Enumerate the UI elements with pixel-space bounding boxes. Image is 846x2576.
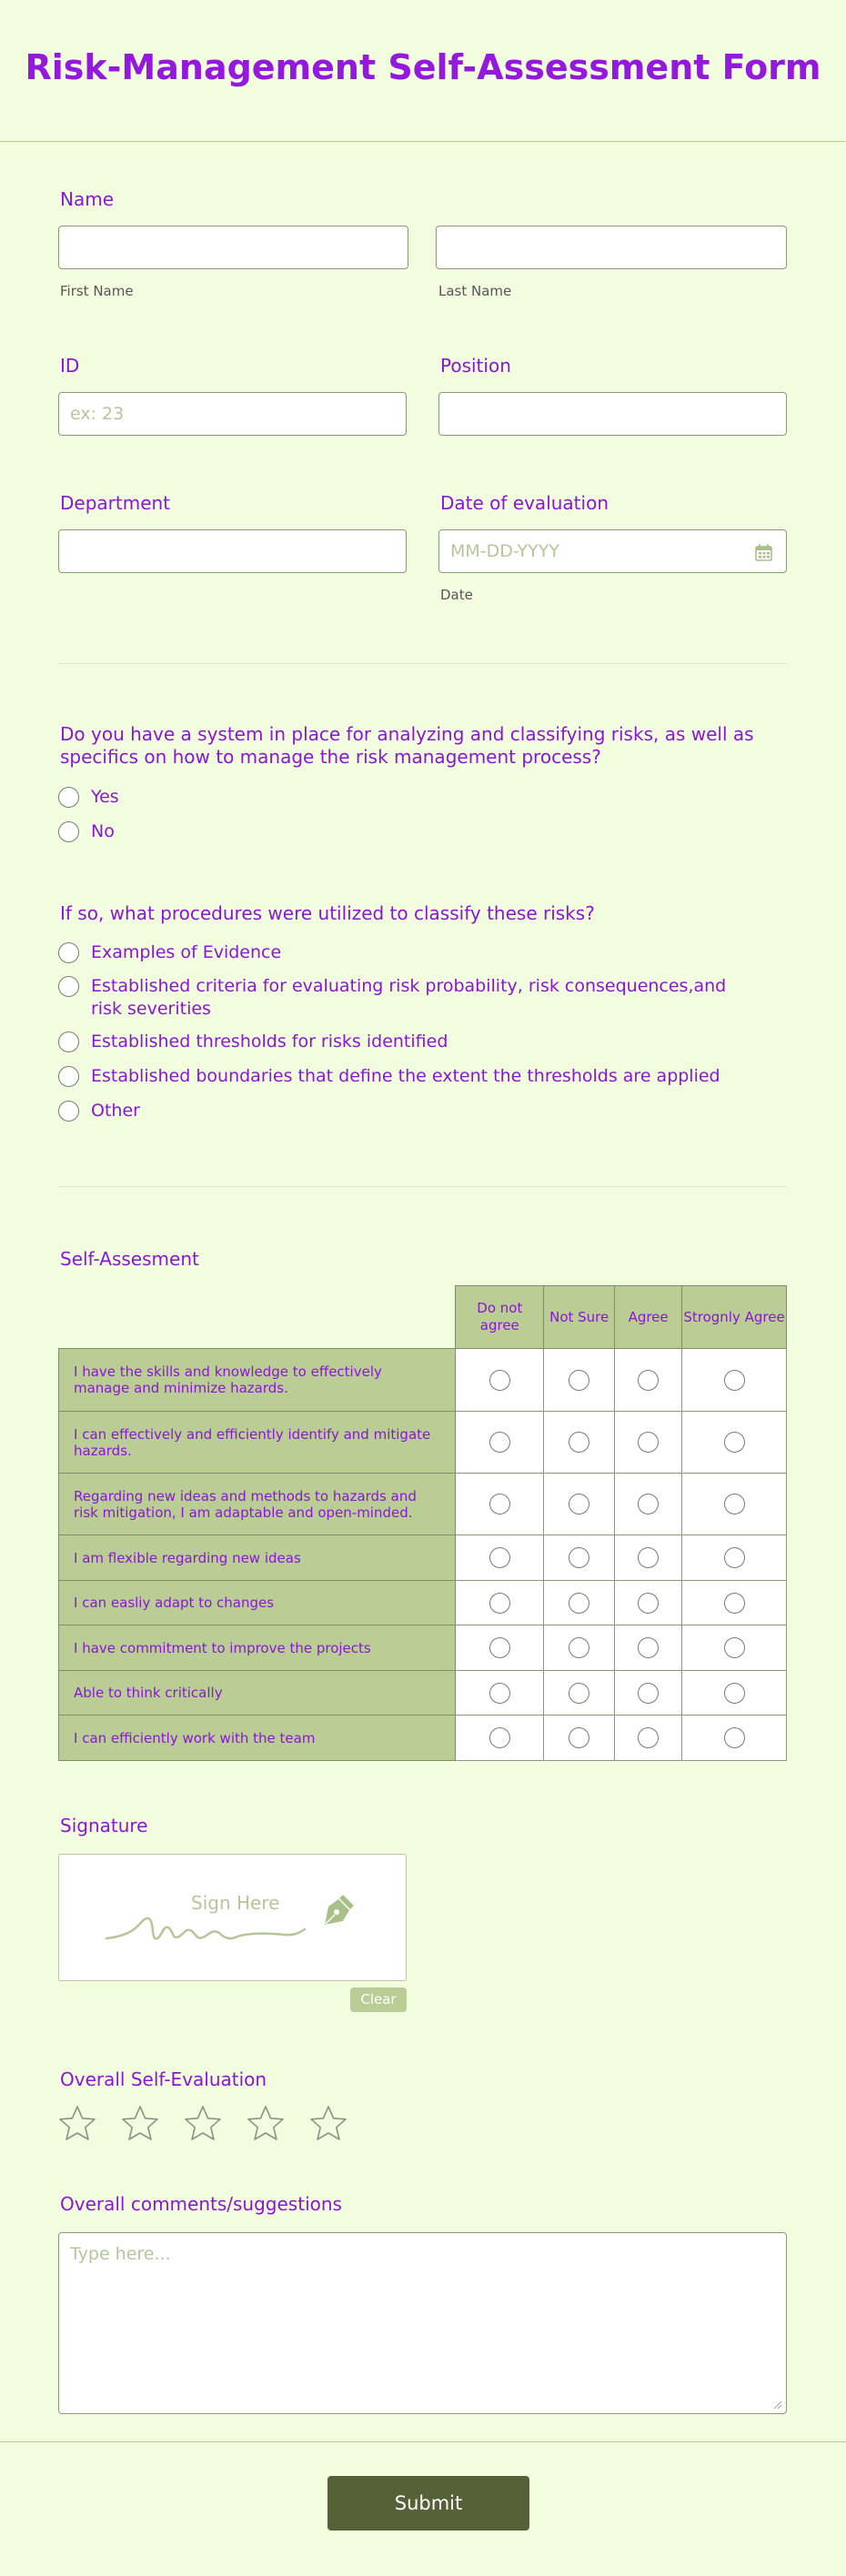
radio-button[interactable] [569, 1683, 589, 1704]
radio-button[interactable] [489, 1593, 510, 1614]
signature-pad[interactable] [58, 1854, 407, 1981]
radio-button[interactable] [569, 1727, 589, 1748]
radio-button[interactable] [569, 1593, 589, 1614]
matrix-cell[interactable] [615, 1716, 682, 1761]
radio-button[interactable] [569, 1547, 589, 1568]
matrix-cell[interactable] [544, 1671, 615, 1716]
radio-button[interactable] [724, 1547, 745, 1568]
id-label: ID [60, 355, 80, 377]
rating-label: Overall Self-Evaluation [60, 2068, 267, 2090]
matrix-row [59, 1671, 787, 1716]
header-divider [0, 141, 846, 142]
q2-option-criteria[interactable] [58, 975, 731, 1021]
page-title: Risk-Management Self-Assessment Form [25, 47, 821, 87]
radio-button[interactable] [58, 821, 79, 842]
matrix-cell[interactable] [615, 1671, 682, 1716]
date-label: Date of evaluation [440, 492, 609, 514]
radio-button[interactable] [638, 1370, 659, 1391]
clear-signature-button[interactable]: Clear [350, 1987, 407, 2012]
radio-button[interactable] [638, 1727, 659, 1748]
matrix-row-label: I have the skills and knowledge to effectively manage and minimize hazards. [59, 1349, 456, 1412]
radio-button[interactable] [724, 1432, 745, 1453]
radio-button[interactable] [569, 1637, 589, 1658]
radio-button[interactable] [489, 1547, 510, 1568]
matrix-cell[interactable] [682, 1716, 787, 1761]
q1-option-no[interactable] [58, 820, 115, 843]
matrix-cell[interactable] [456, 1625, 544, 1671]
radio-button[interactable] [638, 1637, 659, 1658]
matrix-cell[interactable] [544, 1535, 615, 1581]
matrix-column-header: Not Sure [544, 1286, 615, 1349]
matrix-cell[interactable] [615, 1349, 682, 1412]
last-name-input[interactable] [436, 226, 787, 269]
matrix-cell[interactable] [456, 1671, 544, 1716]
signature-label: Signature [60, 1815, 148, 1836]
matrix-cell[interactable] [615, 1474, 682, 1535]
radio-button[interactable] [489, 1494, 510, 1514]
matrix-row [59, 1625, 787, 1671]
matrix-cell[interactable] [456, 1535, 544, 1581]
matrix-cell[interactable] [544, 1625, 615, 1671]
radio-label: Established thresholds for risks identified [91, 1031, 448, 1052]
radio-button[interactable] [724, 1727, 745, 1748]
matrix-cell[interactable] [682, 1474, 787, 1535]
matrix-cell[interactable] [456, 1474, 544, 1535]
matrix-cell[interactable] [615, 1581, 682, 1625]
matrix-column-header: Strognly Agree [682, 1286, 787, 1349]
matrix-cell[interactable] [682, 1535, 787, 1581]
footer-divider [0, 2441, 846, 2442]
radio-button[interactable] [638, 1494, 659, 1514]
radio-button[interactable] [489, 1432, 510, 1453]
radio-label: Examples of Evidence [91, 942, 282, 962]
matrix-cell[interactable] [682, 1671, 787, 1716]
calendar-icon[interactable] [755, 544, 772, 561]
first-name-input[interactable] [58, 226, 408, 269]
section-divider [58, 663, 787, 664]
radio-label: No [91, 821, 115, 841]
radio-button[interactable] [724, 1683, 745, 1704]
radio-button[interactable] [724, 1637, 745, 1658]
radio-button[interactable] [638, 1683, 659, 1704]
radio-button[interactable] [489, 1683, 510, 1704]
department-input[interactable] [58, 529, 407, 573]
radio-button[interactable] [724, 1593, 745, 1614]
matrix-row-label: I am flexible regarding new ideas [59, 1535, 456, 1581]
radio-button[interactable] [638, 1547, 659, 1568]
position-input[interactable] [438, 392, 787, 436]
radio-button[interactable] [58, 942, 79, 963]
name-label: Name [60, 188, 115, 210]
matrix-header-row [59, 1286, 787, 1349]
matrix-cell[interactable] [682, 1581, 787, 1625]
matrix-cell[interactable] [544, 1716, 615, 1761]
matrix-row [59, 1474, 787, 1535]
radio-button[interactable] [58, 1031, 79, 1052]
matrix-cell[interactable] [456, 1412, 544, 1474]
position-label: Position [440, 355, 511, 377]
signature-hint: Sign Here [191, 1892, 280, 1914]
star-rating [58, 2105, 347, 2141]
radio-label: Yes [91, 787, 119, 807]
matrix-cell[interactable] [544, 1349, 615, 1412]
matrix-row-label: I can efficiently work with the team [59, 1716, 456, 1761]
matrix-row-label: I can easliy adapt to changes [59, 1581, 456, 1625]
matrix-cell[interactable] [544, 1474, 615, 1535]
id-input[interactable] [58, 392, 407, 436]
radio-button[interactable] [638, 1593, 659, 1614]
comments-textarea[interactable] [58, 2232, 787, 2414]
matrix-row [59, 1412, 787, 1474]
matrix-row-label: I can effectively and efficiently identify and mitigate hazards. [59, 1412, 456, 1474]
radio-button[interactable] [489, 1370, 510, 1391]
section-divider [58, 1186, 787, 1187]
q1-option-yes[interactable] [58, 786, 119, 809]
radio-button[interactable] [569, 1432, 589, 1453]
matrix-row-label: Regarding new ideas and methods to hazards and risk mitigation, I am adaptable and open-minded. [59, 1474, 456, 1535]
matrix-cell[interactable] [682, 1349, 787, 1412]
radio-button[interactable] [724, 1494, 745, 1514]
comments-label: Overall comments/suggestions [60, 2193, 342, 2215]
radio-button[interactable] [58, 787, 79, 808]
q2-option-other[interactable] [58, 1100, 140, 1122]
radio-label: Other [91, 1101, 140, 1121]
matrix-cell[interactable] [544, 1412, 615, 1474]
radio-label: Established criteria for evaluating risk probability, risk consequences,and risk severities [91, 976, 727, 1019]
matrix-row [59, 1716, 787, 1761]
self-assessment-matrix [58, 1285, 787, 1761]
matrix-cell[interactable] [682, 1625, 787, 1671]
self-assessment-label: Self-Assesment [60, 1248, 199, 1270]
date-sublabel: Date [440, 587, 473, 603]
department-label: Department [60, 492, 171, 514]
first-name-sublabel: First Name [60, 283, 134, 299]
radio-button[interactable] [58, 1066, 79, 1087]
star-icon[interactable] [58, 2105, 96, 2141]
submit-button[interactable]: Submit [327, 2476, 529, 2531]
radio-button[interactable] [489, 1727, 510, 1748]
radio-button[interactable] [724, 1370, 745, 1391]
matrix-column-header: Do not agree [456, 1286, 544, 1349]
last-name-sublabel: Last Name [438, 283, 512, 299]
radio-button[interactable] [569, 1494, 589, 1514]
star-icon[interactable] [121, 2105, 159, 2141]
matrix-cell[interactable] [615, 1535, 682, 1581]
id-placeholder: ex: 23 [70, 404, 125, 424]
matrix-cell[interactable] [456, 1349, 544, 1412]
matrix-cell[interactable] [544, 1581, 615, 1625]
star-icon[interactable] [184, 2105, 222, 2141]
comments-placeholder: Type here... [70, 2244, 171, 2264]
matrix-row [59, 1581, 787, 1625]
matrix-cell[interactable] [456, 1716, 544, 1761]
q2-question: If so, what procedures were utilized to classify these risks? [60, 902, 595, 924]
signature-scribble-icon [103, 1893, 339, 1947]
matrix-cell[interactable] [456, 1581, 544, 1625]
matrix-column-header: Agree [615, 1286, 682, 1349]
resize-handle-icon[interactable] [773, 2400, 782, 2410]
radio-button[interactable] [58, 1101, 79, 1122]
date-placeholder: MM-DD-YYYY [450, 541, 559, 561]
radio-button[interactable] [638, 1432, 659, 1453]
matrix-cell[interactable] [615, 1412, 682, 1474]
radio-button[interactable] [489, 1637, 510, 1658]
q2-option-evidence[interactable] [58, 941, 281, 964]
radio-label: Established boundaries that define the extent the thresholds are applied [91, 1066, 720, 1086]
q2-option-boundaries[interactable] [58, 1065, 720, 1088]
q1-question: Do you have a system in place for analyzing and classifying risks, as well as specifics on how to manage the risk management process? [60, 723, 754, 768]
matrix-row [59, 1349, 787, 1412]
star-icon[interactable] [309, 2105, 347, 2141]
star-icon[interactable] [247, 2105, 285, 2141]
matrix-row [59, 1535, 787, 1581]
matrix-row-label: Able to think critically [59, 1671, 456, 1716]
radio-button[interactable] [58, 976, 79, 997]
matrix-cell[interactable] [615, 1625, 682, 1671]
q2-option-thresholds[interactable] [58, 1031, 448, 1053]
matrix-row-label: I have commitment to improve the projects [59, 1625, 456, 1671]
radio-button[interactable] [569, 1370, 589, 1391]
matrix-cell[interactable] [682, 1412, 787, 1474]
date-input[interactable] [438, 529, 787, 573]
pen-icon [319, 1891, 358, 1929]
matrix-corner [59, 1286, 456, 1349]
